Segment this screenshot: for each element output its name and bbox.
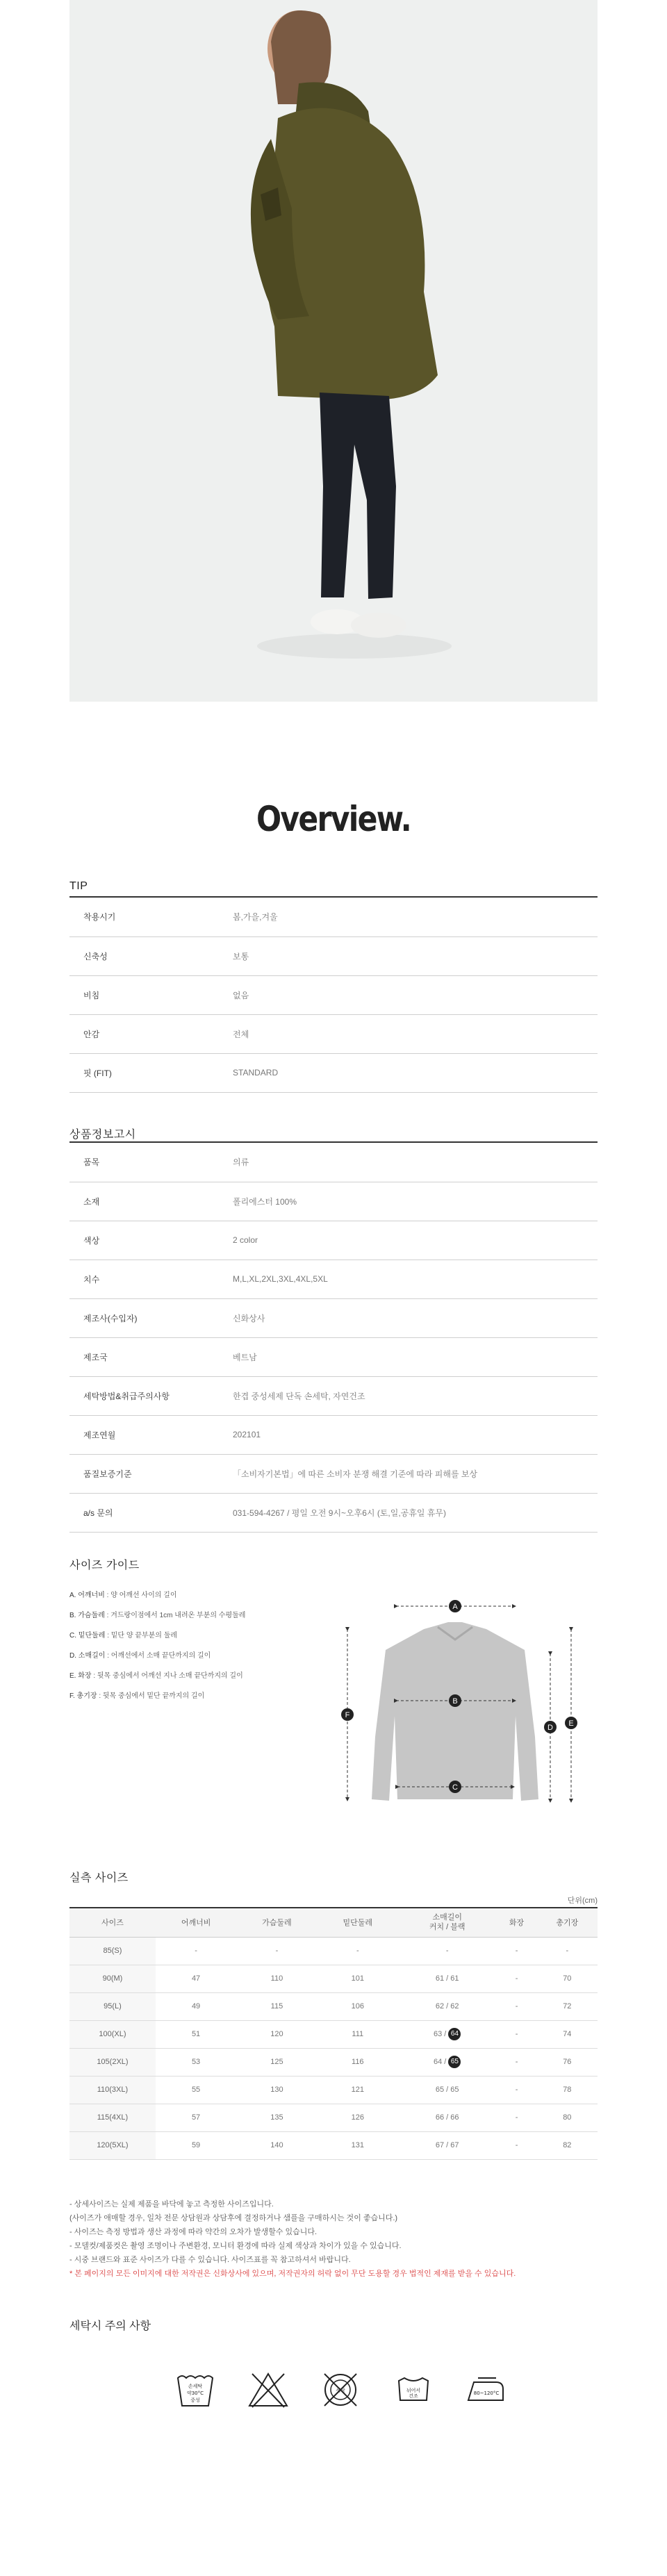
table-row <box>69 1454 598 1493</box>
info-value: 의류 <box>233 1143 598 1182</box>
table-row <box>69 898 598 936</box>
size-cell: 116 <box>318 2048 398 2076</box>
size-cell: 105(2XL) <box>69 2048 156 2076</box>
size-cell: 120(5XL) <box>69 2131 156 2159</box>
info-label: 세탁방법&취급주의사항 <box>69 1376 233 1415</box>
table-header-row <box>69 1908 598 1937</box>
tip-value: 보통 <box>233 936 598 975</box>
size-cell: 130 <box>236 2076 317 2104</box>
highlight-badge: 64 <box>448 2028 461 2040</box>
size-cell: - <box>496 2048 536 2076</box>
size-cell: 55 <box>156 2076 236 2104</box>
marker-c-label: C <box>452 1783 458 1792</box>
svg-text:뉘어서: 뉘어서 <box>406 2388 420 2393</box>
size-cell: - <box>398 1937 496 1965</box>
size-cell: - <box>496 1992 536 2020</box>
guide-desc: : 밑단 양 끝부분의 둘레 <box>105 1632 178 1640</box>
care-icons-row <box>174 2362 507 2418</box>
info-value: 폴리에스터 100% <box>233 1182 598 1221</box>
note-line: - 모델컷/제품컷은 촬영 조명이나 주변환경, 모니터 환경에 따라 실제 색상과 차이가 있을 수 있습니다. <box>69 2242 402 2250</box>
size-cell: 110(3XL) <box>69 2076 156 2104</box>
tip-label: 신축성 <box>69 936 233 975</box>
unit-label: 단위(cm) <box>567 1897 598 1905</box>
guide-desc: : 뒷목 중심에서 어깨선 지나 소매 끝단까지의 길이 <box>91 1672 243 1680</box>
info-label: 색상 <box>69 1221 233 1260</box>
size-notes <box>69 2197 625 2281</box>
table-row <box>69 2048 598 2076</box>
info-value: 베트남 <box>233 1337 598 1376</box>
guide-key: A. 어깨너비 <box>69 1592 105 1599</box>
care-section-title: 세탁시 주의 사항 <box>69 2320 151 2332</box>
info-value: 한겹 중성세제 단독 손세탁, 자연건조 <box>233 1376 598 1415</box>
svg-text:건조: 건조 <box>408 2393 418 2399</box>
size-header: 밑단둘레 <box>318 1908 398 1937</box>
guide-desc: : 겨드랑이점에서 1cm 내려온 부분의 수평둘레 <box>104 1612 246 1619</box>
table-row <box>69 2104 598 2131</box>
size-value: 64 / <box>434 2057 449 2066</box>
tip-section-title: TIP <box>69 880 88 892</box>
table-row <box>69 2076 598 2104</box>
flat-dry-icon <box>392 2368 435 2411</box>
size-cell: - <box>236 1937 317 1965</box>
info-label: 제조국 <box>69 1337 233 1376</box>
svg-text:손세탁: 손세탁 <box>188 2384 203 2389</box>
note-line: - 시중 브랜드와 표준 사이즈가 다를 수 있습니다. 사이즈표를 꼭 참고하셔서 바랍니다. <box>69 2256 351 2264</box>
info-value: 2 color <box>233 1221 598 1260</box>
size-cell: - <box>156 1937 236 1965</box>
size-cell: - <box>496 2020 536 2048</box>
size-cell: 74 <box>537 2020 598 2048</box>
table-row <box>69 1965 598 1992</box>
size-cell: 135 <box>236 2104 317 2131</box>
size-cell: 57 <box>156 2104 236 2131</box>
table-row <box>69 1337 598 1376</box>
size-guide-list <box>69 1585 306 1706</box>
size-cell: 47 <box>156 1965 236 1992</box>
info-value: 031-594-4267 / 평일 오전 9시~오후6시 (토,일,공휴일 휴무) <box>233 1493 598 1532</box>
tip-label: 비침 <box>69 975 233 1014</box>
size-header: 화장 <box>496 1908 536 1937</box>
guide-key: D. 소매길이 <box>69 1652 106 1660</box>
size-cell: - <box>496 2131 536 2159</box>
marker-a-label: A <box>452 1603 458 1611</box>
info-value: M,L,XL,2XL,3XL,4XL,5XL <box>233 1260 598 1298</box>
jacket-measurement-diagram <box>327 1598 584 1855</box>
size-cell: 65 / 65 <box>398 2076 496 2104</box>
svg-text:약30°C: 약30°C <box>186 2391 204 2396</box>
info-value: 「소비자기본법」에 따른 소비자 분쟁 해결 기준에 따라 피해를 보상 <box>233 1454 598 1493</box>
size-cell: 70 <box>537 1965 598 1992</box>
marker-e-label: E <box>568 1719 574 1728</box>
size-header: 소매길이 커치 / 블랙 <box>398 1908 496 1937</box>
table-row <box>69 1415 598 1454</box>
guide-desc: : 양 어깨선 사이의 길이 <box>104 1592 177 1599</box>
table-row <box>69 1143 598 1182</box>
overview-title: Overview. <box>256 799 411 839</box>
size-cell: - <box>496 1937 536 1965</box>
info-label: 치수 <box>69 1260 233 1298</box>
size-cell: - <box>318 1937 398 1965</box>
guide-key: C. 밑단둘레 <box>69 1632 106 1640</box>
svg-text:중성: 중성 <box>190 2397 200 2403</box>
size-cell: 115 <box>236 1992 317 2020</box>
size-cell: 121 <box>318 2076 398 2104</box>
size-cell: 76 <box>537 2048 598 2076</box>
info-label: 품질보증기준 <box>69 1454 233 1493</box>
note-line: - 상세사이즈는 실제 제품을 바닥에 놓고 측정한 사이즈입니다. <box>69 2200 274 2208</box>
size-cell <box>398 2048 496 2076</box>
size-cell: 51 <box>156 2020 236 2048</box>
size-cell: 66 / 66 <box>398 2104 496 2131</box>
size-cell: - <box>496 2076 536 2104</box>
size-cell: 61 / 61 <box>398 1965 496 1992</box>
table-row <box>69 936 598 975</box>
svg-text:세탁: 세탁 <box>336 2388 345 2393</box>
size-cell: 110 <box>236 1965 317 1992</box>
size-cell <box>398 2020 496 2048</box>
size-cell: 101 <box>318 1965 398 1992</box>
size-cell: 120 <box>236 2020 317 2048</box>
size-cell: 62 / 62 <box>398 1992 496 2020</box>
size-header: 사이즈 <box>69 1908 156 1937</box>
iron-low-icon <box>464 2368 507 2411</box>
product-info-section-title: 상품정보고시 <box>69 1129 136 1141</box>
tip-table <box>69 898 598 1093</box>
info-label: a/s 문의 <box>69 1493 233 1532</box>
size-cell: 85(S) <box>69 1937 156 1965</box>
size-cell: - <box>537 1937 598 1965</box>
no-tumble-dry-icon <box>319 2368 362 2411</box>
list-item <box>69 1686 306 1706</box>
size-header: 가슴둘레 <box>236 1908 317 1937</box>
guide-key: B. 가슴둘레 <box>69 1612 105 1619</box>
size-cell: 67 / 67 <box>398 2131 496 2159</box>
table-row <box>69 1014 598 1053</box>
guide-desc: : 어깨선에서 소매 끝단까지의 길이 <box>105 1652 211 1660</box>
size-cell: - <box>496 2104 536 2131</box>
table-row <box>69 1221 598 1260</box>
product-info-table <box>69 1143 598 1533</box>
marker-f-label: F <box>345 1711 350 1719</box>
info-label: 제조사(수입자) <box>69 1298 233 1337</box>
guide-desc: : 뒷목 중심에서 밑단 끝까지의 길이 <box>97 1692 205 1700</box>
size-cell: 78 <box>537 2076 598 2104</box>
size-cell: 80 <box>537 2104 598 2131</box>
table-row <box>69 1937 598 1965</box>
tip-label: 핏 (FIT) <box>69 1053 233 1092</box>
highlight-badge: 65 <box>448 2056 461 2068</box>
note-line: (사이즈가 애매할 경우, 일차 전문 상담원과 상담후에 결정하거나 샘플을 구매하시는 것이 좋습니다.) <box>69 2214 398 2222</box>
table-row <box>69 1992 598 2020</box>
tip-value: 전체 <box>233 1014 598 1053</box>
size-cell: 125 <box>236 2048 317 2076</box>
size-header: 총기장 <box>537 1908 598 1937</box>
size-cell: 126 <box>318 2104 398 2131</box>
table-row <box>69 2131 598 2159</box>
size-cell: 72 <box>537 1992 598 2020</box>
copyright-warning: * 본 페이지의 모든 이미지에 대한 저작권은 신화상사에 있으며, 저작권자의 허락 없이 무단 도용할 경우 법적인 제재를 받을 수 있습니다. <box>69 2270 516 2278</box>
table-row <box>69 1053 598 1092</box>
list-item <box>69 1605 306 1626</box>
size-cell: 100(XL) <box>69 2020 156 2048</box>
size-header: 어깨너비 <box>156 1908 236 1937</box>
hero-product-image <box>69 0 598 702</box>
size-cell: 95(L) <box>69 1992 156 2020</box>
list-item <box>69 1646 306 1666</box>
list-item <box>69 1626 306 1646</box>
table-row <box>69 975 598 1014</box>
tip-label: 안감 <box>69 1014 233 1053</box>
hand-wash-icon <box>174 2368 217 2411</box>
size-cell: 82 <box>537 2131 598 2159</box>
size-value: 63 / <box>434 2029 449 2038</box>
info-label: 제조연월 <box>69 1415 233 1454</box>
tip-value: 없음 <box>233 975 598 1014</box>
size-table <box>69 1907 598 2160</box>
size-cell: 140 <box>236 2131 317 2159</box>
size-cell: 115(4XL) <box>69 2104 156 2131</box>
info-label: 소재 <box>69 1182 233 1221</box>
table-row <box>69 1260 598 1298</box>
table-row <box>69 1182 598 1221</box>
tip-value: 봄,가을,겨울 <box>233 898 598 936</box>
size-cell: 49 <box>156 1992 236 2020</box>
size-cell: - <box>496 1965 536 1992</box>
svg-text:80~120°C: 80~120°C <box>473 2391 500 2396</box>
info-value: 신화상사 <box>233 1298 598 1337</box>
tip-value: STANDARD <box>233 1053 598 1092</box>
tip-label: 착용시기 <box>69 898 233 936</box>
list-item <box>69 1585 306 1605</box>
size-cell: 106 <box>318 1992 398 2020</box>
table-row <box>69 2020 598 2048</box>
table-row <box>69 1493 598 1532</box>
note-line: - 사이즈는 측정 방법과 생산 과정에 따라 약간의 오차가 발생할수 있습니다. <box>69 2228 318 2236</box>
guide-key: F. 총기장 <box>69 1692 97 1700</box>
actual-size-title: 실측 사이즈 <box>69 1872 129 1884</box>
marker-b-label: B <box>452 1697 458 1706</box>
list-item <box>69 1666 306 1686</box>
size-cell: 53 <box>156 2048 236 2076</box>
size-cell: 59 <box>156 2131 236 2159</box>
info-value: 202101 <box>233 1415 598 1454</box>
marker-d-label: D <box>547 1724 553 1732</box>
info-label: 품목 <box>69 1143 233 1182</box>
size-cell: 111 <box>318 2020 398 2048</box>
size-cell: 90(M) <box>69 1965 156 1992</box>
table-row <box>69 1298 598 1337</box>
size-guide-title: 사이즈 가이드 <box>69 1560 140 1571</box>
table-row <box>69 1376 598 1415</box>
no-bleach-icon <box>247 2368 290 2411</box>
size-cell: 131 <box>318 2131 398 2159</box>
guide-key: E. 화장 <box>69 1672 92 1680</box>
